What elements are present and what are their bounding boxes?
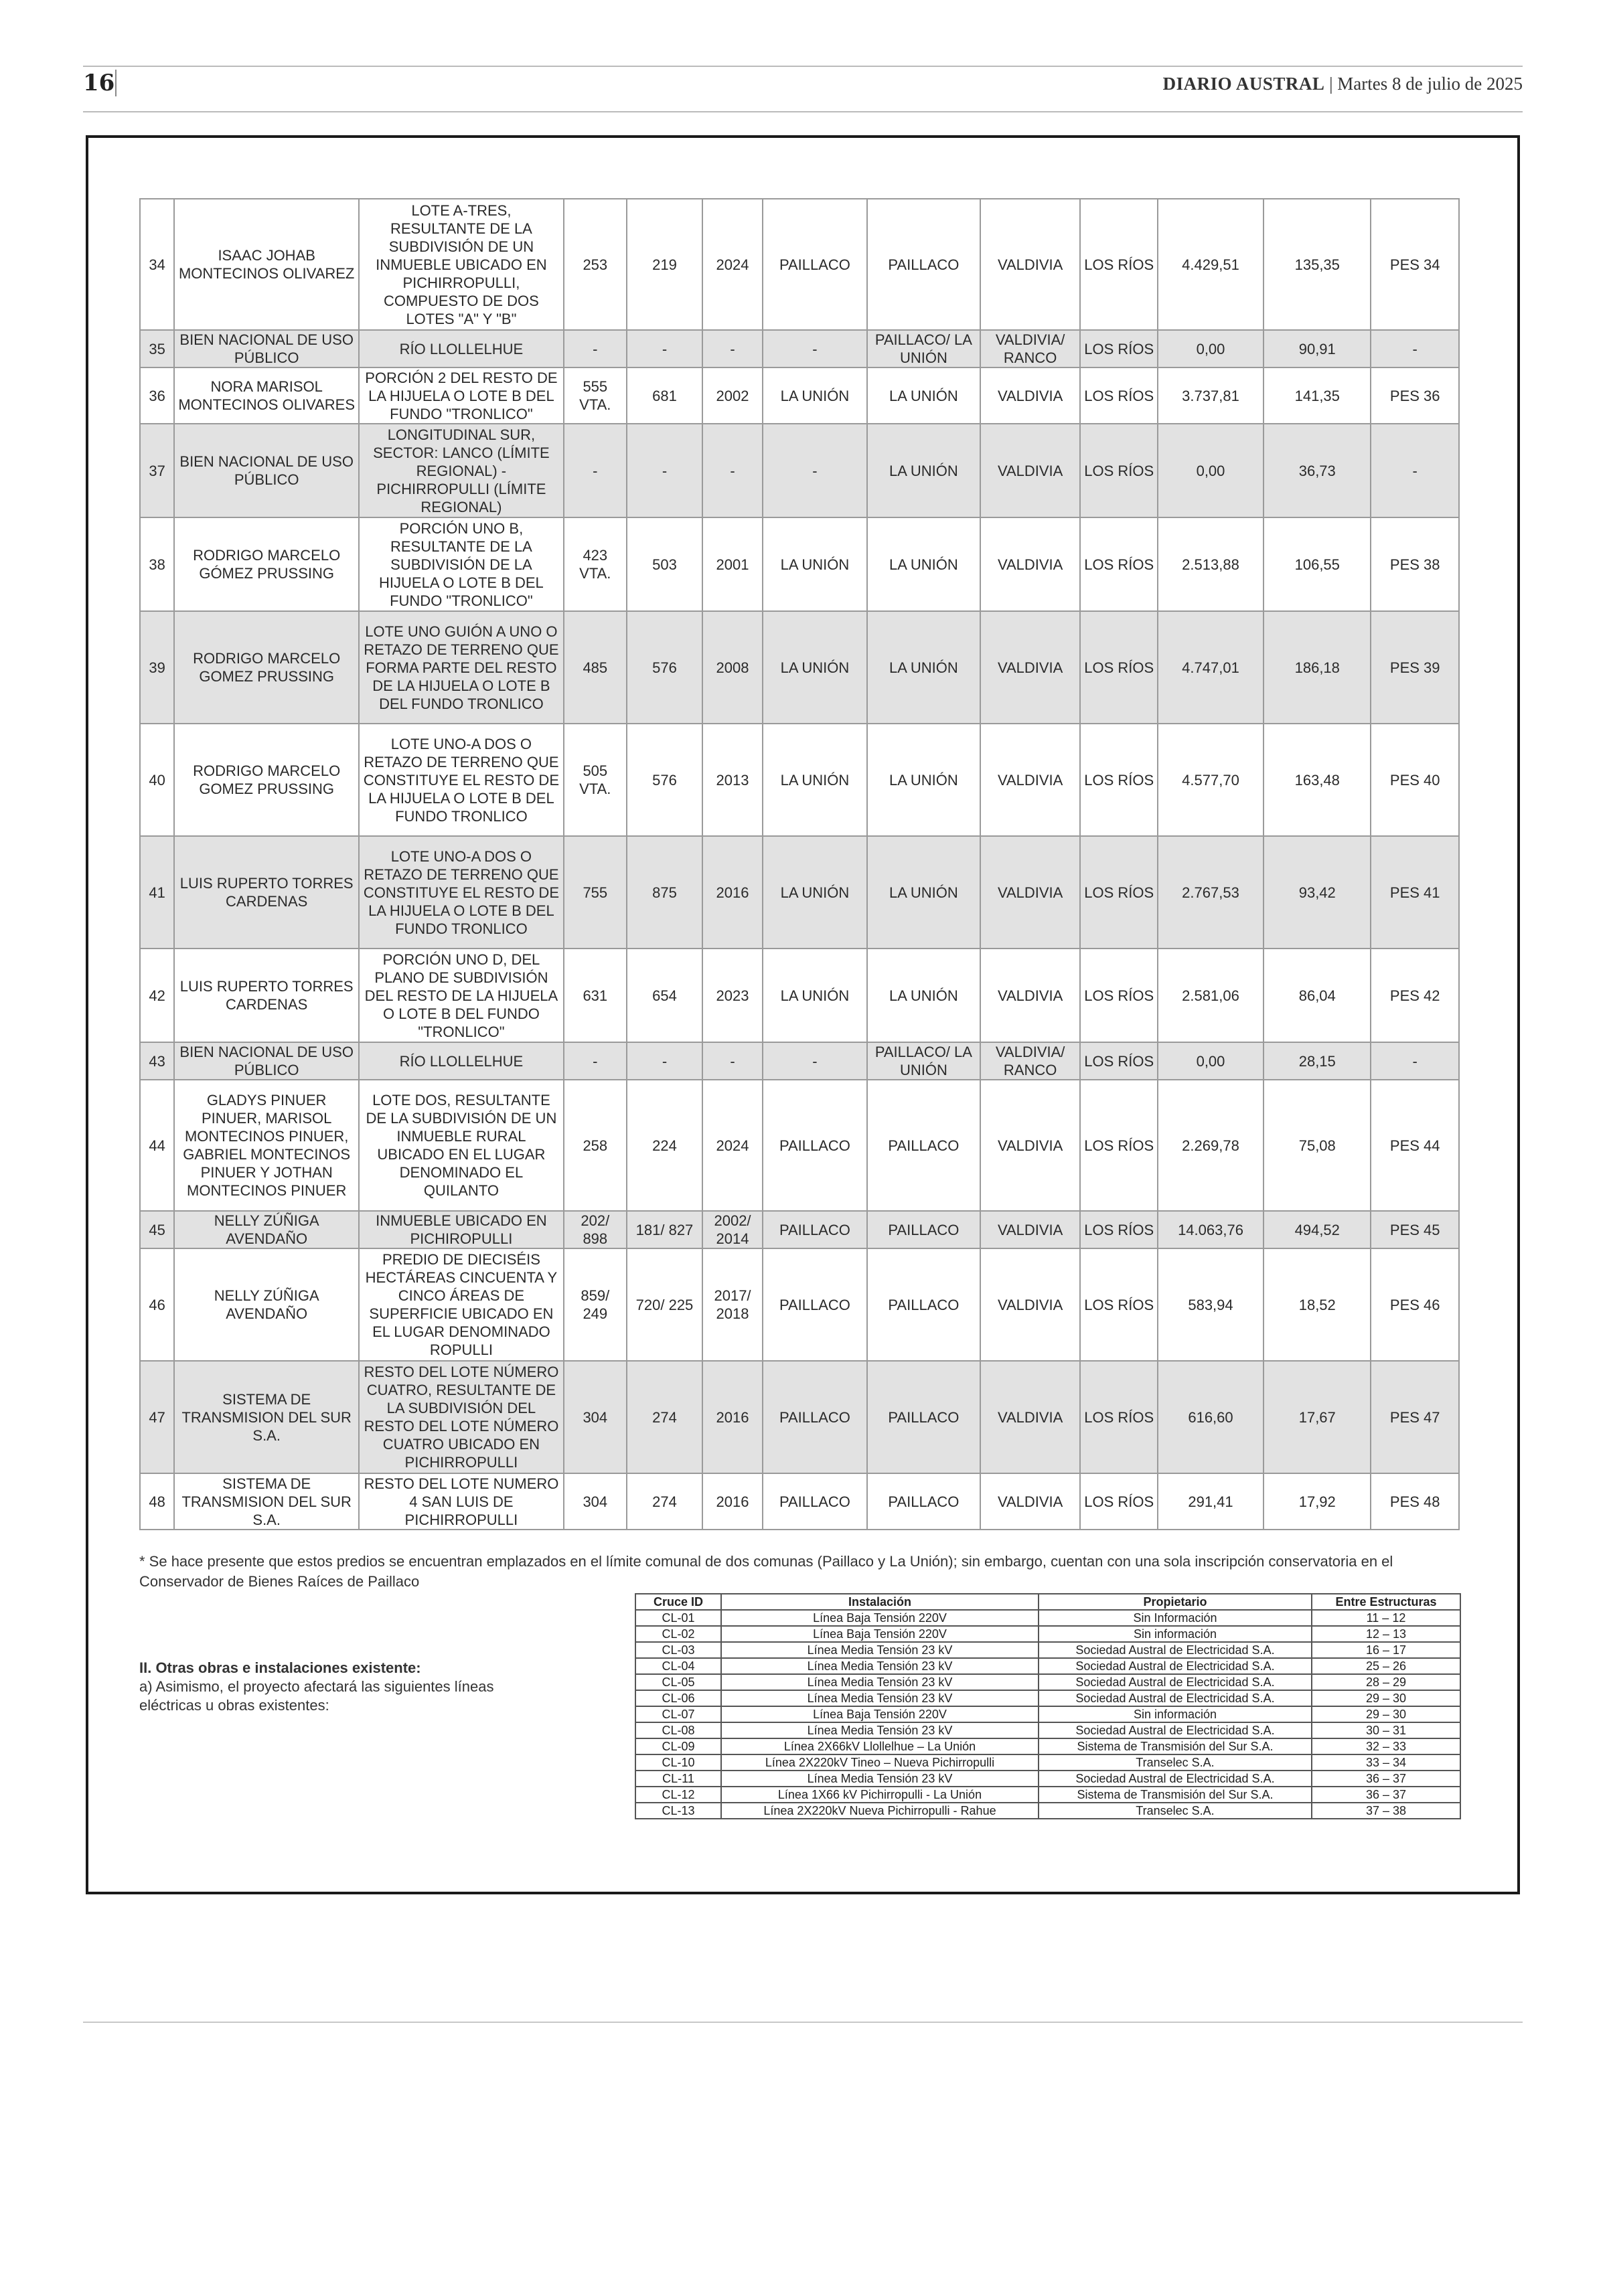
cell-sup-afecta: 163,48	[1264, 724, 1371, 836]
cell-propietario: Transelec S.A.	[1039, 1754, 1312, 1771]
cell-sup-afecta: 494,52	[1264, 1211, 1371, 1248]
cell-numero: 875	[627, 836, 702, 949]
cell-conservador: -	[763, 1042, 867, 1080]
cell-entre-estructuras: 29 – 30	[1312, 1690, 1460, 1706]
cell-comuna: PAILLACO	[867, 199, 980, 330]
cell-propietario: Sociedad Austral de Electricidad S.A.	[1039, 1722, 1312, 1738]
cell-num: 41	[140, 836, 174, 949]
cell-fojas: -	[564, 1042, 627, 1080]
masthead: DIARIO AUSTRAL | Martes 8 de julio de 2025	[1162, 74, 1523, 94]
table-row	[140, 1361, 1459, 1473]
cell-entre-estructuras: 37 – 38	[1312, 1803, 1460, 1819]
header-instalacion: Instalación	[721, 1594, 1039, 1610]
crossings-table-body	[635, 1610, 1460, 1819]
cell-plano: PES 48	[1371, 1473, 1459, 1530]
cell-conservador: LA UNIÓN	[763, 836, 867, 949]
property-table	[139, 198, 1460, 1530]
cell-instalacion: Línea Baja Tensión 220V	[721, 1610, 1039, 1626]
cell-propietario: Sin información	[1039, 1626, 1312, 1642]
cell-numero: 274	[627, 1361, 702, 1473]
cell-desc: RESTO DEL LOTE NÚMERO CUATRO, RESULTANTE DE LA SUBDIVISIÓN DEL RESTO DEL LOTE NÚMERO CUATRO UBICADO EN PICHIRROPULLI	[359, 1361, 564, 1473]
footnote: * Se hace presente que estos predios se encuentran emplazados en el límite comunal de dos comunas (Paillaco y La Unión); sin embargo, cuentan con una sola inscripción conservatoria en el Conservador de Bienes Raíces de Paillaco	[139, 1553, 1393, 1590]
section-text: a) Asimismo, el proyecto afectará las siguientes líneas eléctricas u obras existentes:	[139, 1678, 494, 1714]
cell-sup-afecta: 135,35	[1264, 199, 1371, 330]
cell-sup-afecta: 141,35	[1264, 367, 1371, 424]
cell-comuna: LA UNIÓN	[867, 611, 980, 724]
cell-cruce-id: CL-05	[635, 1674, 721, 1690]
newspaper-name: DIARIO AUSTRAL	[1162, 74, 1325, 94]
cell-provincia: VALDIVIA	[980, 949, 1081, 1042]
cell-plano: PES 36	[1371, 367, 1459, 424]
cell-conservador: LA UNIÓN	[763, 724, 867, 836]
cell-provincia: VALDIVIA	[980, 1248, 1081, 1361]
page-number: 16	[83, 70, 115, 96]
cell-fojas: 304	[564, 1473, 627, 1530]
crossing-row	[635, 1626, 1460, 1642]
cell-plano: -	[1371, 330, 1459, 367]
cell-entre-estructuras: 25 – 26	[1312, 1658, 1460, 1674]
cell-anio: 2016	[702, 836, 763, 949]
cell-fojas: 202/ 898	[564, 1211, 627, 1248]
cell-plano: PES 38	[1371, 517, 1459, 611]
cell-fojas: 258	[564, 1080, 627, 1211]
cell-comuna: PAILLACO	[867, 1473, 980, 1530]
cell-num: 46	[140, 1248, 174, 1361]
cell-anio: -	[702, 424, 763, 517]
table-row	[140, 199, 1459, 330]
cell-desc: RÍO LLOLLELHUE	[359, 1042, 564, 1080]
cell-numero: 274	[627, 1473, 702, 1530]
cell-desc: PORCIÓN UNO D, DEL PLANO DE SUBDIVISIÓN DEL RESTO DE LA HIJUELA O LOTE B DEL FUNDO "TRONLICO"	[359, 949, 564, 1042]
table-row	[140, 836, 1459, 949]
cell-conservador: LA UNIÓN	[763, 517, 867, 611]
crossing-row	[635, 1706, 1460, 1722]
cell-owner: NORA MARISOL MONTECINOS OLIVARES	[174, 367, 359, 424]
cell-instalacion: Línea 2X66kV Llollelhue – La Unión	[721, 1738, 1039, 1754]
crossing-row	[635, 1771, 1460, 1787]
cell-comuna: LA UNIÓN	[867, 836, 980, 949]
cell-region: LOS RÍOS	[1080, 517, 1157, 611]
cell-instalacion: Línea Baja Tensión 220V	[721, 1626, 1039, 1642]
cell-comuna: PAILLACO	[867, 1248, 980, 1361]
cell-desc: RESTO DEL LOTE NUMERO 4 SAN LUIS DE PICHIRROPULLI	[359, 1473, 564, 1530]
cell-cruce-id: CL-03	[635, 1642, 721, 1658]
cell-instalacion: Línea 1X66 kV Pichirropulli - La Unión	[721, 1787, 1039, 1803]
crossing-row	[635, 1787, 1460, 1803]
cell-cruce-id: CL-04	[635, 1658, 721, 1674]
cell-instalacion: Línea Media Tensión 23 kV	[721, 1642, 1039, 1658]
table-row	[140, 949, 1459, 1042]
cell-region: LOS RÍOS	[1080, 949, 1157, 1042]
cell-entre-estructuras: 36 – 37	[1312, 1787, 1460, 1803]
cell-entre-estructuras: 29 – 30	[1312, 1706, 1460, 1722]
cell-conservador: -	[763, 330, 867, 367]
cell-cruce-id: CL-01	[635, 1610, 721, 1626]
crossing-row	[635, 1690, 1460, 1706]
cell-fojas: 859/ 249	[564, 1248, 627, 1361]
cell-plano: PES 44	[1371, 1080, 1459, 1211]
table-row	[140, 424, 1459, 517]
cell-provincia: VALDIVIA	[980, 424, 1081, 517]
cell-owner: SISTEMA DE TRANSMISION DEL SUR S.A.	[174, 1473, 359, 1530]
cell-fojas: 555 VTA.	[564, 367, 627, 424]
cell-fojas: -	[564, 330, 627, 367]
cell-anio: 2024	[702, 1080, 763, 1211]
cell-provincia: VALDIVIA	[980, 836, 1081, 949]
cell-cruce-id: CL-02	[635, 1626, 721, 1642]
cell-num: 39	[140, 611, 174, 724]
cell-conservador: PAILLACO	[763, 1473, 867, 1530]
cell-numero: -	[627, 424, 702, 517]
cell-instalacion: Línea 2X220kV Tineo – Nueva Pichirropulli	[721, 1754, 1039, 1771]
cell-desc: RÍO LLOLLELHUE	[359, 330, 564, 367]
cell-propietario: Sin Información	[1039, 1610, 1312, 1626]
cell-region: LOS RÍOS	[1080, 330, 1157, 367]
cell-cruce-id: CL-13	[635, 1803, 721, 1819]
cell-instalacion: Línea Media Tensión 23 kV	[721, 1771, 1039, 1787]
crossing-row	[635, 1642, 1460, 1658]
cell-plano: PES 41	[1371, 836, 1459, 949]
cell-desc: PORCIÓN 2 DEL RESTO DE LA HIJUELA O LOTE B DEL FUNDO "TRONLICO"	[359, 367, 564, 424]
cell-num: 34	[140, 199, 174, 330]
cell-instalacion: Línea 2X220kV Nueva Pichirropulli - Rahue	[721, 1803, 1039, 1819]
cell-numero: -	[627, 1042, 702, 1080]
table-row	[140, 1473, 1459, 1530]
cell-owner: LUIS RUPERTO TORRES CARDENAS	[174, 949, 359, 1042]
cell-numero: 681	[627, 367, 702, 424]
publication-date: Martes 8 de julio de 2025	[1337, 74, 1523, 94]
cell-region: LOS RÍOS	[1080, 1080, 1157, 1211]
cell-desc: LONGITUDINAL SUR, SECTOR: LANCO (LÍMITE REGIONAL) - PICHIRROPULLI (LÍMITE REGIONAL)	[359, 424, 564, 517]
cell-provincia: VALDIVIA	[980, 367, 1081, 424]
cell-num: 40	[140, 724, 174, 836]
section-heading: II. Otras obras e instalaciones existente:	[139, 1659, 421, 1676]
cell-numero: 503	[627, 517, 702, 611]
cell-conservador: PAILLACO	[763, 1248, 867, 1361]
cell-sup-afecta: 18,52	[1264, 1248, 1371, 1361]
cell-sup-total: 14.063,76	[1158, 1211, 1264, 1248]
cell-provincia: VALDIVIA	[980, 611, 1081, 724]
cell-conservador: PAILLACO	[763, 199, 867, 330]
cell-owner: NELLY ZÚÑIGA AVENDAÑO	[174, 1248, 359, 1361]
cell-owner: NELLY ZÚÑIGA AVENDAÑO	[174, 1211, 359, 1248]
cell-sup-afecta: 186,18	[1264, 611, 1371, 724]
cell-cruce-id: CL-06	[635, 1690, 721, 1706]
cell-desc: INMUEBLE UBICADO EN PICHIROPULLI	[359, 1211, 564, 1248]
cell-comuna: PAILLACO	[867, 1211, 980, 1248]
cell-numero: 654	[627, 949, 702, 1042]
header-cruce-id: Cruce ID	[635, 1594, 721, 1610]
table-row	[140, 330, 1459, 367]
cell-sup-total: 2.269,78	[1158, 1080, 1264, 1211]
cell-num: 43	[140, 1042, 174, 1080]
cell-instalacion: Línea Media Tensión 23 kV	[721, 1658, 1039, 1674]
cell-anio: 2016	[702, 1473, 763, 1530]
cell-comuna: PAILLACO	[867, 1080, 980, 1211]
table-row	[140, 724, 1459, 836]
cell-numero: 181/ 827	[627, 1211, 702, 1248]
cell-plano: -	[1371, 1042, 1459, 1080]
cell-num: 45	[140, 1211, 174, 1248]
crossing-row	[635, 1658, 1460, 1674]
cell-owner: RODRIGO MARCELO GÓMEZ PRUSSING	[174, 517, 359, 611]
table-row	[140, 1248, 1459, 1361]
cell-propietario: Transelec S.A.	[1039, 1803, 1312, 1819]
cell-provincia: VALDIVIA	[980, 517, 1081, 611]
cell-plano: PES 34	[1371, 199, 1459, 330]
cell-entre-estructuras: 36 – 37	[1312, 1771, 1460, 1787]
cell-conservador: PAILLACO	[763, 1361, 867, 1473]
cell-provincia: VALDIVIA	[980, 1211, 1081, 1248]
cell-sup-afecta: 93,42	[1264, 836, 1371, 949]
cell-comuna: LA UNIÓN	[867, 517, 980, 611]
cell-sup-total: 4.577,70	[1158, 724, 1264, 836]
cell-fojas: 505 VTA.	[564, 724, 627, 836]
cell-comuna: LA UNIÓN	[867, 424, 980, 517]
table-row	[140, 1080, 1459, 1211]
cell-propietario: Sistema de Transmisión del Sur S.A.	[1039, 1787, 1312, 1803]
cell-conservador: -	[763, 424, 867, 517]
header-propietario: Propietario	[1039, 1594, 1312, 1610]
cell-instalacion: Línea Baja Tensión 220V	[721, 1706, 1039, 1722]
cell-fojas: 304	[564, 1361, 627, 1473]
crossings-header-row	[635, 1594, 1460, 1610]
cell-fojas: 755	[564, 836, 627, 949]
cell-provincia: VALDIVIA	[980, 1080, 1081, 1211]
cell-propietario: Sociedad Austral de Electricidad S.A.	[1039, 1690, 1312, 1706]
cell-num: 42	[140, 949, 174, 1042]
cell-numero: -	[627, 330, 702, 367]
cell-cruce-id: CL-08	[635, 1722, 721, 1738]
cell-entre-estructuras: 33 – 34	[1312, 1754, 1460, 1771]
crossing-row	[635, 1674, 1460, 1690]
cell-owner: RODRIGO MARCELO GOMEZ PRUSSING	[174, 724, 359, 836]
table-row	[140, 367, 1459, 424]
cell-sup-afecta: 17,92	[1264, 1473, 1371, 1530]
cell-propietario: Sin información	[1039, 1706, 1312, 1722]
cell-entre-estructuras: 28 – 29	[1312, 1674, 1460, 1690]
cell-provincia: VALDIVIA/ RANCO	[980, 1042, 1081, 1080]
cell-region: LOS RÍOS	[1080, 199, 1157, 330]
cell-cruce-id: CL-07	[635, 1706, 721, 1722]
cell-sup-afecta: 75,08	[1264, 1080, 1371, 1211]
crossing-row	[635, 1754, 1460, 1771]
cell-entre-estructuras: 30 – 31	[1312, 1722, 1460, 1738]
cell-sup-total: 583,94	[1158, 1248, 1264, 1361]
cell-region: LOS RÍOS	[1080, 1473, 1157, 1530]
cell-owner: SISTEMA DE TRANSMISION DEL SUR S.A.	[174, 1361, 359, 1473]
cell-sup-total: 0,00	[1158, 330, 1264, 367]
cell-region: LOS RÍOS	[1080, 724, 1157, 836]
cell-numero: 224	[627, 1080, 702, 1211]
table-row	[140, 517, 1459, 611]
cell-desc: LOTE UNO GUIÓN A UNO O RETAZO DE TERRENO QUE FORMA PARTE DEL RESTO DE LA HIJUELA O LOTE B DEL FUNDO TRONLICO	[359, 611, 564, 724]
cell-num: 35	[140, 330, 174, 367]
header-entre-estructuras: Entre Estructuras	[1312, 1594, 1460, 1610]
cell-sup-total: 2.767,53	[1158, 836, 1264, 949]
cell-sup-total: 3.737,81	[1158, 367, 1264, 424]
cell-num: 38	[140, 517, 174, 611]
cell-provincia: VALDIVIA/ RANCO	[980, 330, 1081, 367]
cell-anio: 2016	[702, 1361, 763, 1473]
cell-anio: 2008	[702, 611, 763, 724]
cell-comuna: LA UNIÓN	[867, 724, 980, 836]
cell-num: 47	[140, 1361, 174, 1473]
cell-plano: PES 39	[1371, 611, 1459, 724]
cell-propietario: Sociedad Austral de Electricidad S.A.	[1039, 1771, 1312, 1787]
cell-sup-afecta: 28,15	[1264, 1042, 1371, 1080]
cell-sup-total: 616,60	[1158, 1361, 1264, 1473]
cell-region: LOS RÍOS	[1080, 1361, 1157, 1473]
cell-plano: PES 45	[1371, 1211, 1459, 1248]
cell-anio: 2002/ 2014	[702, 1211, 763, 1248]
cell-anio: 2002	[702, 367, 763, 424]
crossing-row	[635, 1738, 1460, 1754]
cell-cruce-id: CL-11	[635, 1771, 721, 1787]
bottom-rule	[83, 2022, 1523, 2023]
header-rule-top	[83, 66, 1523, 67]
cell-owner: BIEN NACIONAL DE USO PÚBLICO	[174, 1042, 359, 1080]
cell-fojas: 631	[564, 949, 627, 1042]
cell-owner: LUIS RUPERTO TORRES CARDENAS	[174, 836, 359, 949]
cell-plano: PES 46	[1371, 1248, 1459, 1361]
cell-region: LOS RÍOS	[1080, 367, 1157, 424]
cell-anio: -	[702, 1042, 763, 1080]
cell-numero: 720/ 225	[627, 1248, 702, 1361]
cell-fojas: 423 VTA.	[564, 517, 627, 611]
cell-desc: PORCIÓN UNO B, RESULTANTE DE LA SUBDIVISIÓN DE LA HIJUELA O LOTE B DEL FUNDO "TRONLICO"	[359, 517, 564, 611]
cell-numero: 219	[627, 199, 702, 330]
cell-region: LOS RÍOS	[1080, 1042, 1157, 1080]
crossing-row	[635, 1803, 1460, 1819]
page-number-separator	[115, 70, 117, 96]
cell-anio: 2001	[702, 517, 763, 611]
cell-region: LOS RÍOS	[1080, 1248, 1157, 1361]
table-row	[140, 1042, 1459, 1080]
cell-propietario: Sistema de Transmisión del Sur S.A.	[1039, 1738, 1312, 1754]
cell-cruce-id: CL-12	[635, 1787, 721, 1803]
cell-sup-total: 2.581,06	[1158, 949, 1264, 1042]
crossings-table	[635, 1593, 1461, 1819]
cell-sup-afecta: 86,04	[1264, 949, 1371, 1042]
cell-instalacion: Línea Media Tensión 23 kV	[721, 1690, 1039, 1706]
cell-numero: 576	[627, 611, 702, 724]
cell-sup-total: 2.513,88	[1158, 517, 1264, 611]
cell-desc: LOTE DOS, RESULTANTE DE LA SUBDIVISIÓN DE UN INMUEBLE RURAL UBICADO EN EL LUGAR DENOMINADO EL QUILANTO	[359, 1080, 564, 1211]
cell-anio: 2024	[702, 199, 763, 330]
section-other-works	[139, 1659, 554, 1715]
cell-desc: LOTE A-TRES, RESULTANTE DE LA SUBDIVISIÓN DE UN INMUEBLE UBICADO EN PICHIRROPULLI, COMPUESTO DE DOS LOTES "A" Y "B"	[359, 199, 564, 330]
cell-owner: BIEN NACIONAL DE USO PÚBLICO	[174, 424, 359, 517]
cell-instalacion: Línea Media Tensión 23 kV	[721, 1674, 1039, 1690]
cell-fojas: 253	[564, 199, 627, 330]
cell-conservador: LA UNIÓN	[763, 611, 867, 724]
header-rule-bottom	[83, 111, 1523, 112]
cell-propietario: Sociedad Austral de Electricidad S.A.	[1039, 1674, 1312, 1690]
cell-sup-afecta: 36,73	[1264, 424, 1371, 517]
cell-sup-afecta: 90,91	[1264, 330, 1371, 367]
cell-fojas: -	[564, 424, 627, 517]
cell-comuna: LA UNIÓN	[867, 949, 980, 1042]
cell-plano: PES 42	[1371, 949, 1459, 1042]
cell-entre-estructuras: 12 – 13	[1312, 1626, 1460, 1642]
cell-sup-afecta: 17,67	[1264, 1361, 1371, 1473]
cell-provincia: VALDIVIA	[980, 1361, 1081, 1473]
cell-num: 36	[140, 367, 174, 424]
cell-cruce-id: CL-10	[635, 1754, 721, 1771]
table-row	[140, 611, 1459, 724]
crossing-row	[635, 1722, 1460, 1738]
cell-fojas: 485	[564, 611, 627, 724]
crossing-row	[635, 1610, 1460, 1626]
cell-propietario: Sociedad Austral de Electricidad S.A.	[1039, 1658, 1312, 1674]
cell-provincia: VALDIVIA	[980, 724, 1081, 836]
cell-region: LOS RÍOS	[1080, 611, 1157, 724]
cell-region: LOS RÍOS	[1080, 836, 1157, 949]
cell-desc: PREDIO DE DIECISÉIS HECTÁREAS CINCUENTA Y CINCO ÁREAS DE SUPERFICIE UBICADO EN EL LUGAR DENOMINADO ROPULLI	[359, 1248, 564, 1361]
cell-region: LOS RÍOS	[1080, 424, 1157, 517]
cell-desc: LOTE UNO-A DOS O RETAZO DE TERRENO QUE CONSTITUYE EL RESTO DE LA HIJUELA O LOTE B DEL FUNDO TRONLICO	[359, 836, 564, 949]
cell-owner: ISAAC JOHAB MONTECINOS OLIVAREZ	[174, 199, 359, 330]
cell-entre-estructuras: 11 – 12	[1312, 1610, 1460, 1626]
cell-anio: -	[702, 330, 763, 367]
cell-provincia: VALDIVIA	[980, 1473, 1081, 1530]
cell-num: 48	[140, 1473, 174, 1530]
cell-entre-estructuras: 16 – 17	[1312, 1642, 1460, 1658]
cell-num: 44	[140, 1080, 174, 1211]
cell-instalacion: Línea Media Tensión 23 kV	[721, 1722, 1039, 1738]
table-row	[140, 1211, 1459, 1248]
cell-propietario: Sociedad Austral de Electricidad S.A.	[1039, 1642, 1312, 1658]
property-table-body	[140, 199, 1459, 1530]
cell-owner: BIEN NACIONAL DE USO PÚBLICO	[174, 330, 359, 367]
cell-region: LOS RÍOS	[1080, 1211, 1157, 1248]
cell-owner: GLADYS PINUER PINUER, MARISOL MONTECINOS PINUER, GABRIEL MONTECINOS PINUER Y JOTHAN MONTECINOS PINUER	[174, 1080, 359, 1211]
cell-plano: PES 47	[1371, 1361, 1459, 1473]
cell-entre-estructuras: 32 – 33	[1312, 1738, 1460, 1754]
cell-cruce-id: CL-09	[635, 1738, 721, 1754]
cell-anio: 2013	[702, 724, 763, 836]
cell-conservador: LA UNIÓN	[763, 367, 867, 424]
cell-comuna: PAILLACO/ LA UNIÓN	[867, 1042, 980, 1080]
cell-desc: LOTE UNO-A DOS O RETAZO DE TERRENO QUE CONSTITUYE EL RESTO DE LA HIJUELA O LOTE B DEL FUNDO TRONLICO	[359, 724, 564, 836]
cell-numero: 576	[627, 724, 702, 836]
cell-comuna: LA UNIÓN	[867, 367, 980, 424]
cell-conservador: LA UNIÓN	[763, 949, 867, 1042]
cell-sup-afecta: 106,55	[1264, 517, 1371, 611]
cell-conservador: PAILLACO	[763, 1080, 867, 1211]
cell-provincia: VALDIVIA	[980, 199, 1081, 330]
cell-sup-total: 0,00	[1158, 424, 1264, 517]
cell-plano: PES 40	[1371, 724, 1459, 836]
cell-comuna: PAILLACO/ LA UNIÓN	[867, 330, 980, 367]
cell-conservador: PAILLACO	[763, 1211, 867, 1248]
cell-sup-total: 4.747,01	[1158, 611, 1264, 724]
cell-sup-total: 4.429,51	[1158, 199, 1264, 330]
cell-sup-total: 0,00	[1158, 1042, 1264, 1080]
cell-anio: 2023	[702, 949, 763, 1042]
cell-anio: 2017/ 2018	[702, 1248, 763, 1361]
cell-owner: RODRIGO MARCELO GOMEZ PRUSSING	[174, 611, 359, 724]
cell-plano: -	[1371, 424, 1459, 517]
cell-sup-total: 291,41	[1158, 1473, 1264, 1530]
cell-comuna: PAILLACO	[867, 1361, 980, 1473]
cell-num: 37	[140, 424, 174, 517]
